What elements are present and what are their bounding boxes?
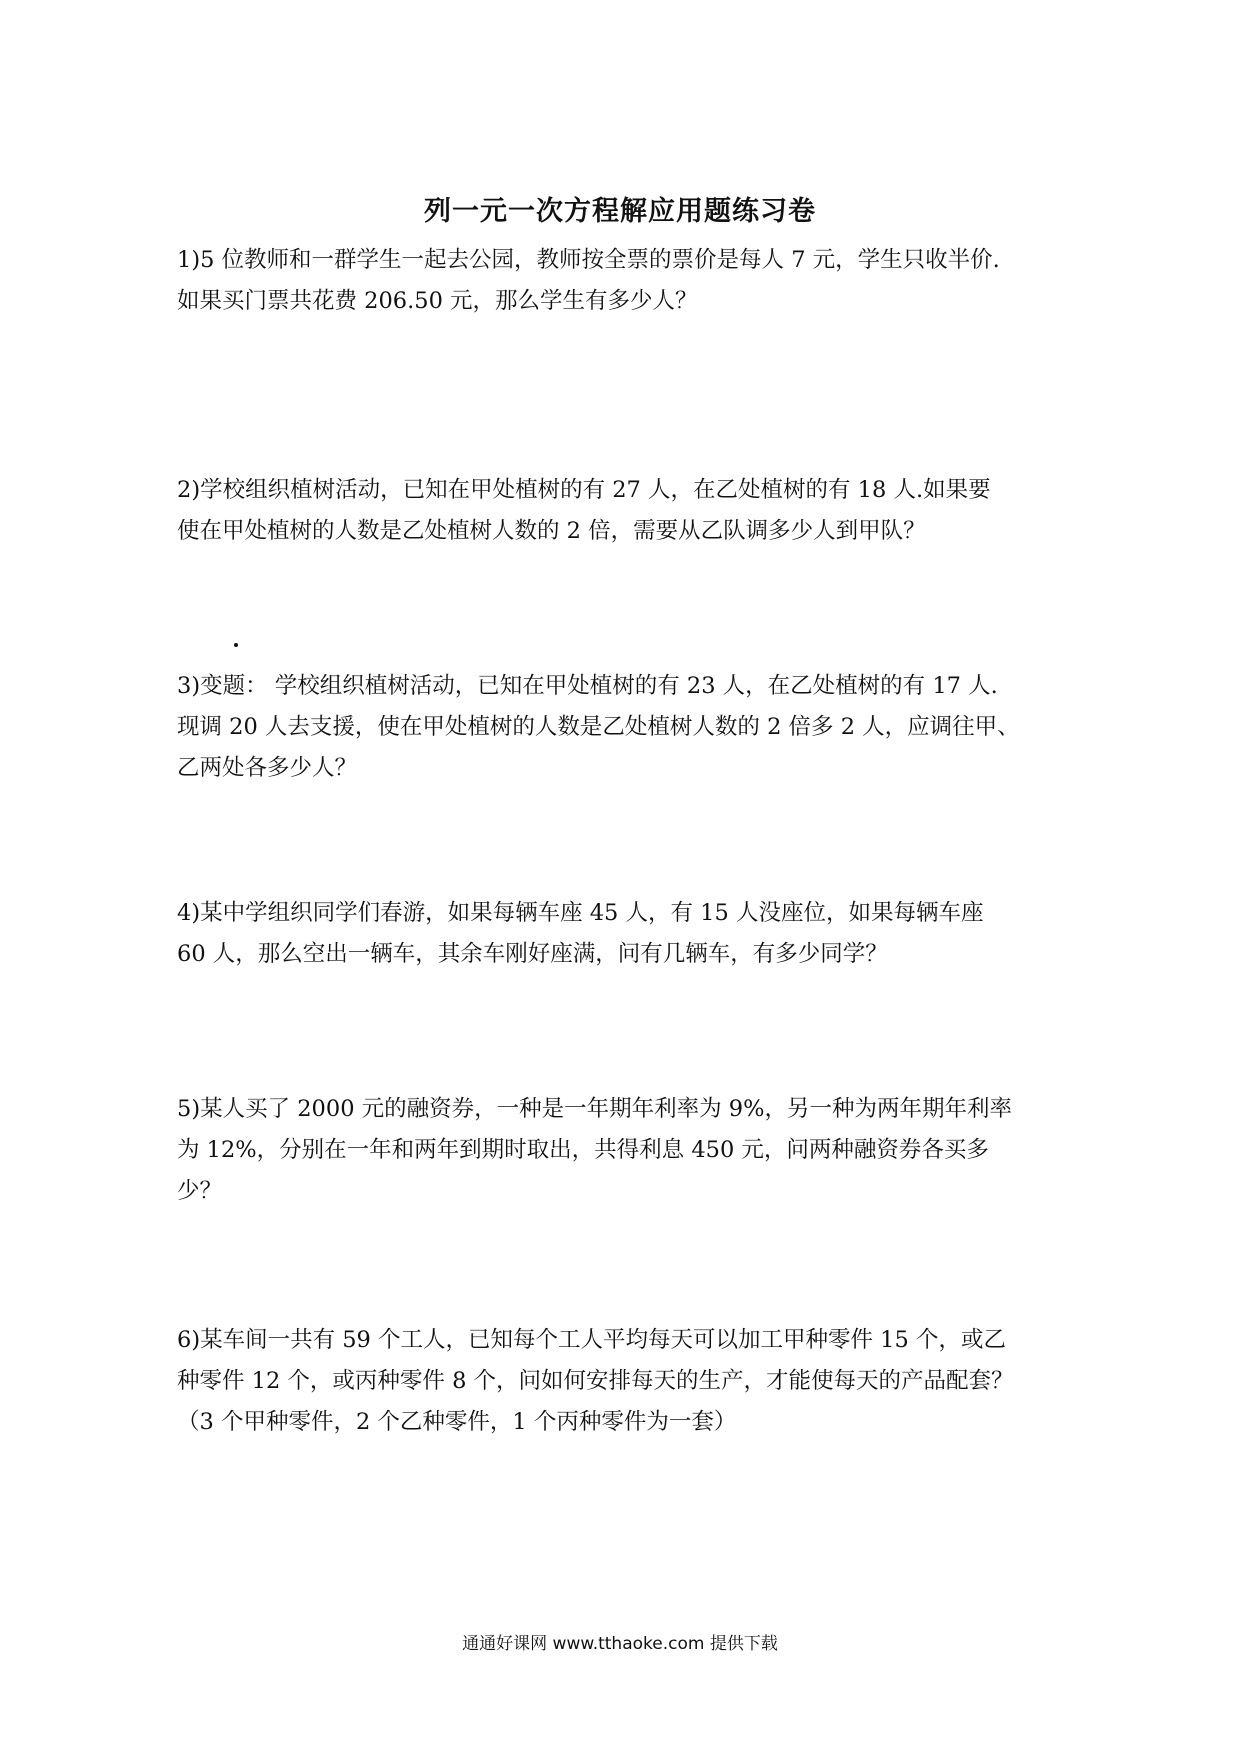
question-3-line-1: 3)变题： 学校组织植树活动，已知在甲处植树的有 23 人，在乙处植树的有 17 人. bbox=[177, 673, 998, 699]
question-5 bbox=[177, 1089, 1072, 1212]
question-4 bbox=[177, 893, 1072, 975]
page-footer: 通通好课网 www.tthaoke.com 提供下载 bbox=[462, 1634, 778, 1654]
question-1 bbox=[177, 240, 1072, 322]
question-6-line-1: 6)某车间一共有 59 个工人，已知每个工人平均每天可以加工甲种零件 15 个，或乙 bbox=[177, 1327, 1006, 1353]
question-3-line-2: 现调 20 人去支援，使在甲处植树的人数是乙处植树人数的 2 倍多 2 人，应调往甲、 bbox=[177, 714, 1020, 740]
question-1-line-1: 1)5 位教师和一群学生一起去公园，教师按全票的票价是每人 7 元，学生只收半价. bbox=[177, 247, 1000, 273]
question-6-line-3: （3 个甲种零件，2 个乙种零件，1 个丙种零件为一套） bbox=[177, 1409, 737, 1435]
question-5-line-2: 为 12%，分别在一年和两年到期时取出，共得利息 450 元，问两种融资券各买多 bbox=[177, 1137, 989, 1163]
question-6-line-2: 种零件 12 个，或丙种零件 8 个，问如何安排每天的生产，才能使每天的产品配套？ bbox=[177, 1368, 1014, 1394]
question-5-line-1: 5)某人买了 2000 元的融资券，一种是一年期年利率为 9%，另一种为两年期年利率 bbox=[177, 1096, 1013, 1122]
stray-dot-mark bbox=[234, 643, 238, 647]
question-4-line-1: 4)某中学组织同学们春游，如果每辆车座 45 人，有 15 人没座位，如果每辆车座 bbox=[177, 900, 984, 926]
question-2-line-1: 2)学校组织植树活动，已知在甲处植树的有 27 人，在乙处植树的有 18 人.如果要 bbox=[177, 477, 991, 503]
question-3 bbox=[177, 666, 1072, 789]
page-title: 列一元一次方程解应用题练习卷 bbox=[424, 196, 816, 227]
question-2 bbox=[177, 470, 1072, 552]
question-6 bbox=[177, 1320, 1072, 1443]
question-1-line-2: 如果买门票共花费 206.50 元，那么学生有多少人？ bbox=[177, 288, 698, 314]
question-4-line-2: 60 人，那么空出一辆车，其余车刚好座满，问有几辆车，有多少同学？ bbox=[177, 941, 888, 967]
question-5-line-3: 少？ bbox=[177, 1178, 223, 1204]
question-2-line-2: 使在甲处植树的人数是乙处植树人数的 2 倍，需要从乙队调多少人到甲队？ bbox=[177, 518, 926, 544]
question-3-line-3: 乙两处各多少人？ bbox=[177, 755, 358, 781]
